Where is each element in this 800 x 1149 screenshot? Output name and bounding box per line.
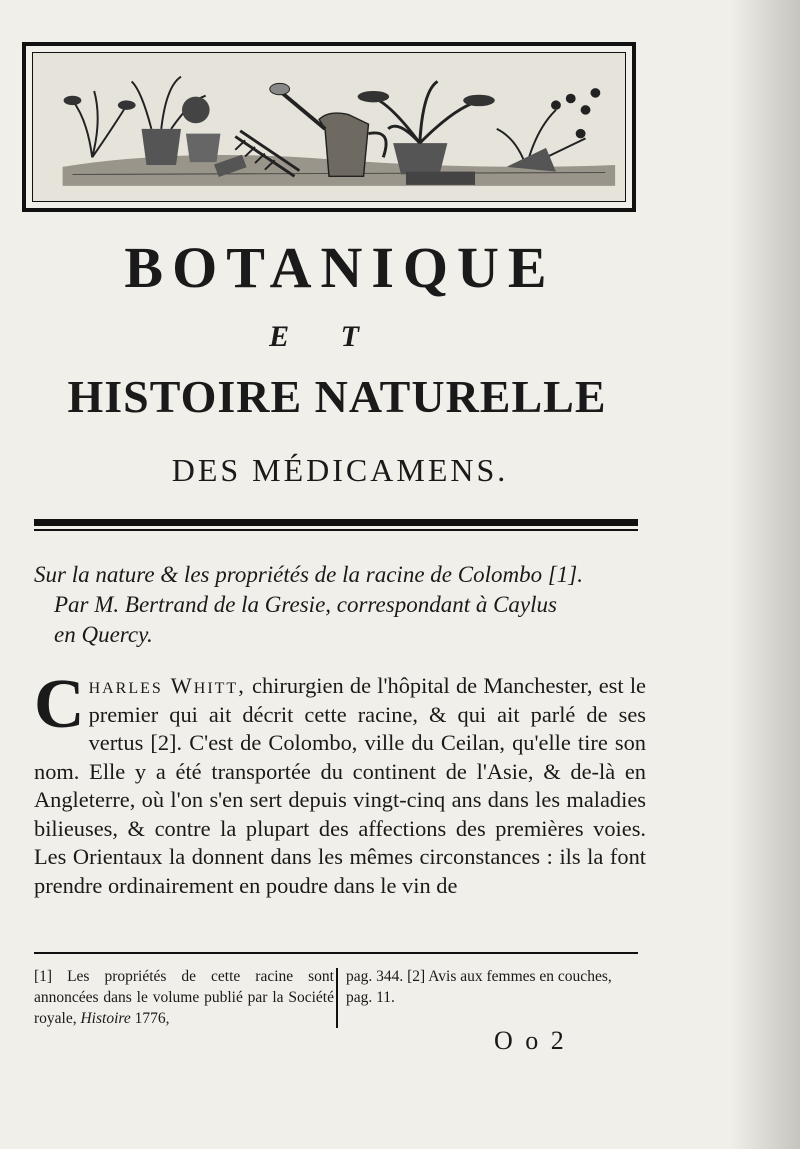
article-author: Par M. Bertrand de la Gresie, correspondant à Caylus xyxy=(54,592,557,617)
footnote-1 xyxy=(34,966,334,1029)
body-paragraph: chirurgien de l'hôpital de Manchester, est le premier qui ait décrit cette racine, & qui ait parlé de ses vertus [2]. C'est de Colombo, ville du Ceilan, qu'elle tire son nom. Elle y a été transportée du continent de l'Asie, & de-là en Angleterre, où l'on s'en sert depuis vingt-cinq ans dans les maladies bilieuses, & contre la plupart des affections des premières voies. Les Orientaux la donnent dans les mêmes circonstances : ils la font prendre ordinairement en poudre dans le vin de xyxy=(34,673,646,898)
page-edge-shadow xyxy=(730,0,800,1149)
footnote-1-italic: Histoire xyxy=(80,1010,131,1027)
section-title: BOTANIQUE xyxy=(124,235,556,300)
article-heading xyxy=(34,560,644,650)
footnote-1-end: 1776, xyxy=(130,1010,170,1027)
title-rule-thick xyxy=(34,519,638,526)
footnote-1-text: [1] Les propriétés de cette racine sont annoncées dans le volume publié par la Société royale, xyxy=(34,968,334,1027)
signature-mark: O o 2 xyxy=(494,1026,567,1055)
footnote-rule xyxy=(34,952,638,954)
article-title: Sur la nature & les propriétés de la racine de Colombo [1]. xyxy=(34,562,583,587)
article-author-location: en Quercy. xyxy=(54,622,153,647)
title-conjunction: E T xyxy=(269,320,381,353)
drop-cap: C xyxy=(34,666,85,743)
section-title-secondary: HISTOIRE NATURELLE xyxy=(67,371,607,422)
engraved-header-ornament xyxy=(22,42,636,212)
footnote-2: pag. 344. [2] Avis aux femmes en couches, pag. 11. xyxy=(346,968,612,1006)
garden-tools-engraving xyxy=(33,53,625,201)
section-title-tertiary: DES MÉDICAMENS. xyxy=(171,452,509,488)
lead-name: harles Whitt, xyxy=(88,673,246,698)
footnote-column-divider xyxy=(336,968,338,1028)
title-rule-thin xyxy=(34,529,638,531)
article-body xyxy=(34,666,646,900)
